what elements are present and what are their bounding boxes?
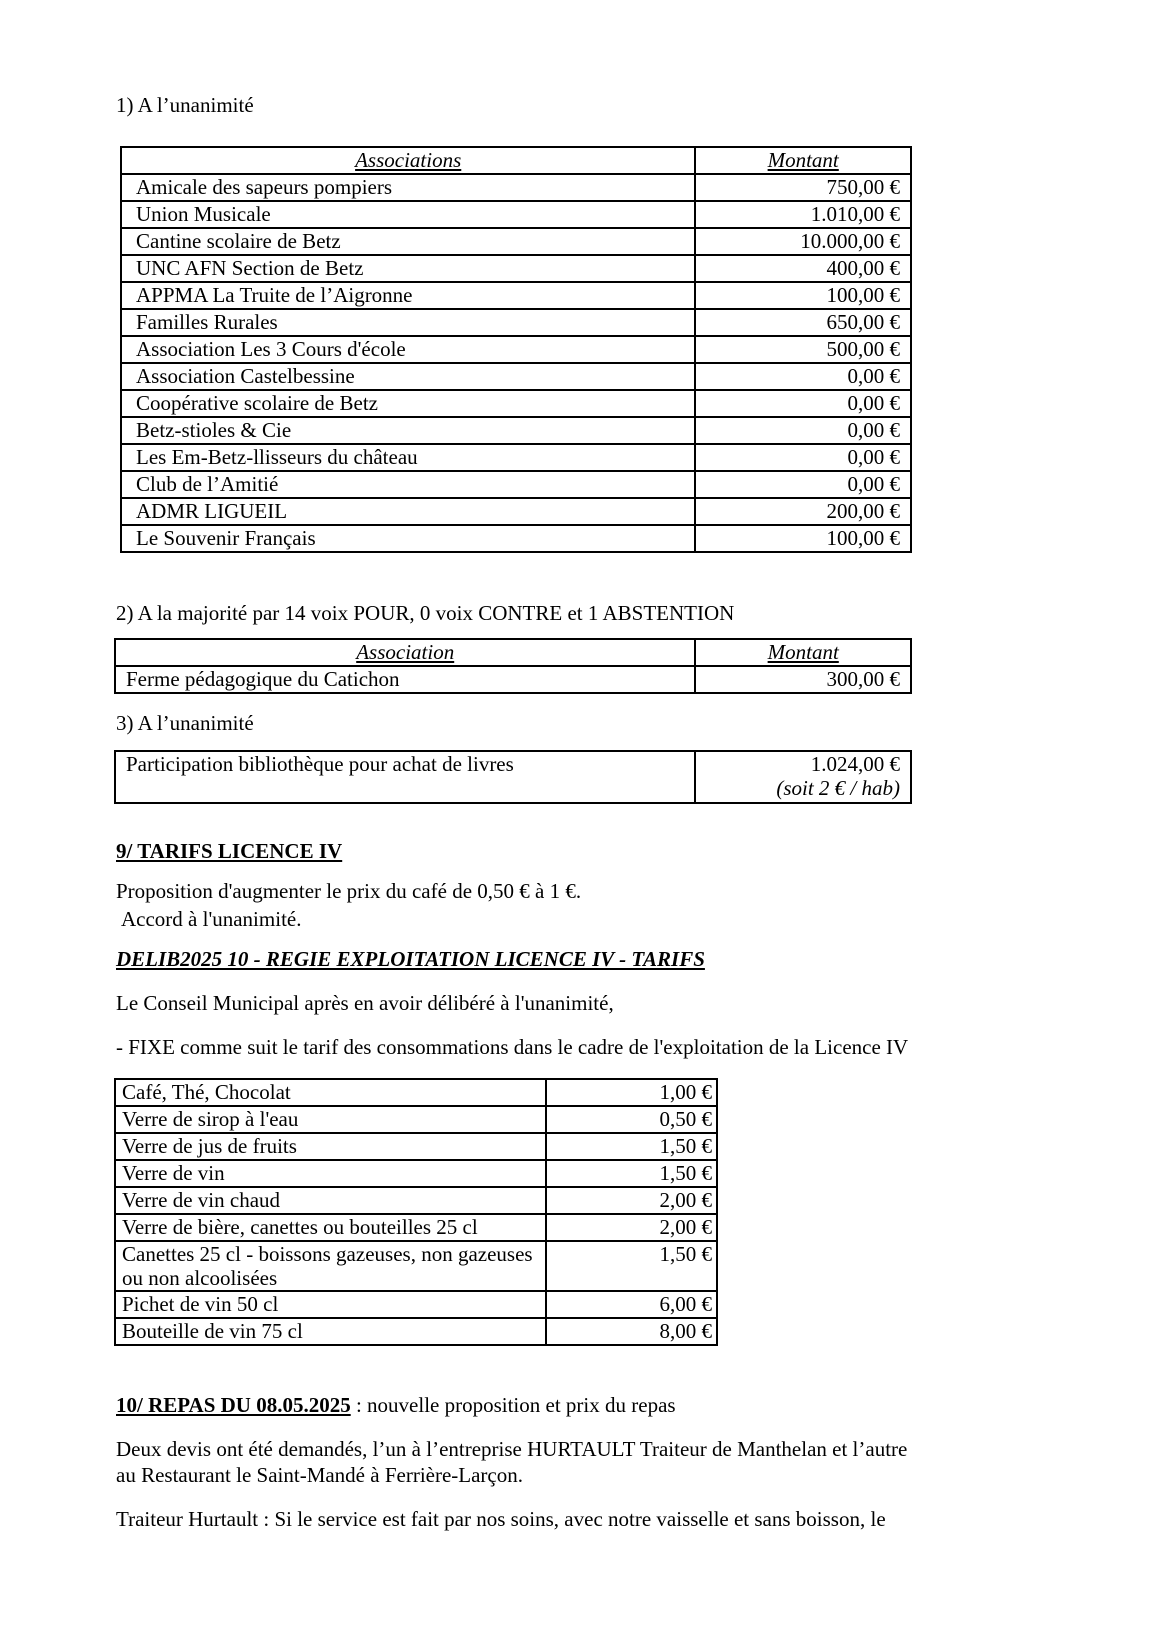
association-name: Association Les 3 Cours d'école xyxy=(121,336,695,363)
tariff-price: 0,50 € xyxy=(546,1106,717,1133)
table-row xyxy=(115,1214,717,1241)
association-name: ADMR LIGUEIL xyxy=(121,498,695,525)
association-amount: 0,00 € xyxy=(695,444,911,471)
table-row xyxy=(115,1133,717,1160)
table-row xyxy=(121,525,911,552)
section1-heading: 1) A l’unanimité xyxy=(116,93,254,117)
licence-proposal: Proposition d'augmenter le prix du café de 0,50 € à 1 €. xyxy=(116,879,582,903)
table-row xyxy=(115,1187,717,1214)
tariff-price: 1,50 € xyxy=(546,1160,717,1187)
table-row xyxy=(121,174,911,201)
association-amount: 0,00 € xyxy=(695,390,911,417)
association-name: Coopérative scolaire de Betz xyxy=(121,390,695,417)
table-row xyxy=(121,336,911,363)
section2-heading: 2) A la majorité par 14 voix POUR, 0 voix CONTRE et 1 ABSTENTION xyxy=(116,601,735,625)
association-amount: 200,00 € xyxy=(695,498,911,525)
table-row xyxy=(115,1160,717,1187)
tariff-item: Canettes 25 cl - boissons gazeuses, non gazeuses ou non alcoolisées xyxy=(115,1241,546,1291)
table-row xyxy=(115,1241,717,1291)
association-name: Amicale des sapeurs pompiers xyxy=(121,174,695,201)
association-name: UNC AFN Section de Betz xyxy=(121,255,695,282)
tariff-item: Verre de sirop à l'eau xyxy=(115,1106,546,1133)
association-majority-table xyxy=(114,638,912,694)
association-name: Les Em-Betz-llisseurs du château xyxy=(121,444,695,471)
fixe-statement: - FIXE comme suit le tarif des consommations dans le cadre de l'exploitation de la Licence IV xyxy=(116,1035,909,1059)
table-row xyxy=(115,1318,717,1345)
association-name: Club de l’Amitié xyxy=(121,471,695,498)
repas-heading xyxy=(116,1392,676,1418)
association-name: Le Souvenir Français xyxy=(121,525,695,552)
association-amount: 0,00 € xyxy=(695,363,911,390)
tariff-price: 6,00 € xyxy=(546,1291,717,1318)
tariffs-table xyxy=(114,1078,718,1346)
association-amount: 10.000,00 € xyxy=(695,228,911,255)
table-row xyxy=(121,390,911,417)
tariff-item: Verre de vin chaud xyxy=(115,1187,546,1214)
table-row xyxy=(115,1106,717,1133)
repas-para2: Traiteur Hurtault : Si le service est fait par nos soins, avec notre vaisselle et sans boisson, le xyxy=(116,1507,886,1531)
table-row xyxy=(121,417,911,444)
table-row xyxy=(115,666,911,693)
table-row xyxy=(121,471,911,498)
associations-body xyxy=(121,174,911,552)
repas-title-rest: : nouvelle proposition et prix du repas xyxy=(350,1393,676,1417)
library-table xyxy=(114,750,912,804)
tariff-item: Bouteille de vin 75 cl xyxy=(115,1318,546,1345)
tariff-item: Verre de jus de fruits xyxy=(115,1133,546,1160)
tariff-price: 2,00 € xyxy=(546,1214,717,1241)
table-row xyxy=(121,201,911,228)
association-amount: 750,00 € xyxy=(695,174,911,201)
association-amount: 100,00 € xyxy=(695,525,911,552)
library-label: Participation bibliothèque pour achat de livres xyxy=(115,751,695,803)
library-amount-cell xyxy=(695,751,911,803)
tariff-price: 1,00 € xyxy=(546,1079,717,1106)
licence-agreement: Accord à l'unanimité. xyxy=(121,907,302,931)
association-amount: 0,00 € xyxy=(695,417,911,444)
table-row xyxy=(121,309,911,336)
tariff-item: Café, Thé, Chocolat xyxy=(115,1079,546,1106)
amount-header: Montant xyxy=(695,639,911,666)
association-name: Betz-stioles & Cie xyxy=(121,417,695,444)
table-row xyxy=(121,228,911,255)
association-amount: 500,00 € xyxy=(695,336,911,363)
association-name: Cantine scolaire de Betz xyxy=(121,228,695,255)
licence-title: 9/ TARIFS LICENCE IV xyxy=(116,839,343,863)
table-row xyxy=(121,282,911,309)
associations-table xyxy=(120,146,912,553)
repas-para1-line1: Deux devis ont été demandés, l’un à l’entreprise HURTAULT Traiteur de Manthelan et l’autre xyxy=(116,1437,908,1461)
association-name: Ferme pédagogique du Catichon xyxy=(115,666,695,693)
association-name: Union Musicale xyxy=(121,201,695,228)
tariff-price: 2,00 € xyxy=(546,1187,717,1214)
council-statement: Le Conseil Municipal après en avoir délibéré à l'unanimité, xyxy=(116,991,614,1015)
table-row xyxy=(115,1291,717,1318)
association-name: APPMA La Truite de l’Aigronne xyxy=(121,282,695,309)
amount-header: Montant xyxy=(695,147,911,174)
delib-title: DELIB2025 10 - REGIE EXPLOITATION LICENCE IV - TARIFS xyxy=(116,947,705,971)
tariff-price: 8,00 € xyxy=(546,1318,717,1345)
tariff-price: 1,50 € xyxy=(546,1241,717,1291)
table-row xyxy=(121,444,911,471)
association-name: Familles Rurales xyxy=(121,309,695,336)
association-amount: 400,00 € xyxy=(695,255,911,282)
association-amount: 300,00 € xyxy=(695,666,911,693)
table-row xyxy=(121,498,911,525)
table-row xyxy=(115,751,911,803)
library-amount-note: (soit 2 € / hab) xyxy=(776,776,900,800)
association-amount: 1.010,00 € xyxy=(695,201,911,228)
table-row xyxy=(115,1079,717,1106)
association-amount: 100,00 € xyxy=(695,282,911,309)
tariff-item: Pichet de vin 50 cl xyxy=(115,1291,546,1318)
repas-para1-line2: au Restaurant le Saint-Mandé à Ferrière-Larçon. xyxy=(116,1463,523,1487)
association-header: Association xyxy=(115,639,695,666)
associations-header: Associations xyxy=(121,147,695,174)
repas-title: 10/ REPAS DU 08.05.2025 xyxy=(116,1393,351,1417)
table-row xyxy=(121,363,911,390)
association-amount: 650,00 € xyxy=(695,309,911,336)
tariff-item: Verre de vin xyxy=(115,1160,546,1187)
association-amount: 0,00 € xyxy=(695,471,911,498)
tariff-price: 1,50 € xyxy=(546,1133,717,1160)
tariffs-body xyxy=(115,1079,717,1345)
tariff-item: Verre de bière, canettes ou bouteilles 25 cl xyxy=(115,1214,546,1241)
library-amount: 1.024,00 € xyxy=(810,752,900,776)
association-name: Association Castelbessine xyxy=(121,363,695,390)
section3-heading: 3) A l’unanimité xyxy=(116,711,254,735)
table-row xyxy=(121,255,911,282)
